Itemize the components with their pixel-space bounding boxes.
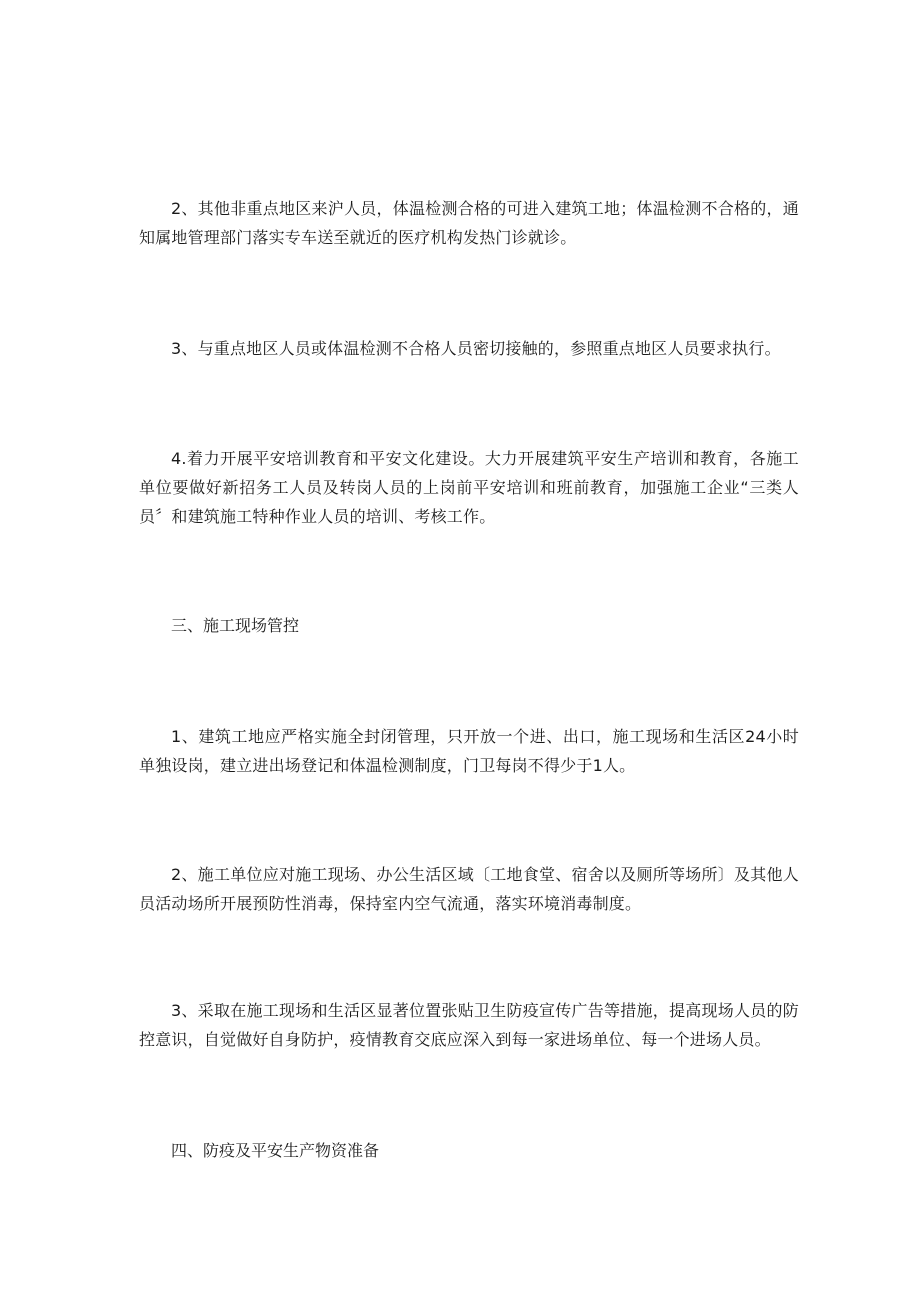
paragraph-non-key-area-arrivals: 2、其他非重点地区来沪人员，体温检测合格的可进入建筑工地；体温检测不合格的，通知属地管理部门落实专车送至就近的医疗机构发热门诊就诊。 xyxy=(139,199,799,247)
section-heading-site-control: 三、施工现场管控 xyxy=(171,616,300,635)
section-heading-materials: 四、防疫及平安生产物资准备 xyxy=(171,1141,380,1160)
paragraph-publicity: 3、采取在施工现场和生活区显著位置张贴卫生防疫宣传广告等措施，提高现场人员的防控意识，自觉做好自身防护，疫情教育交底应深入到每一家进场单位、每一个进场人员。 xyxy=(139,1001,799,1049)
paragraph-safety-training: 4.着力开展平安培训教育和平安文化建设。大力开展建筑平安生产培训和教育，各施工单位要做好新招务工人员及转岗人员的上岗前平安培训和班前教育，加强施工企业“三类人员〞和建筑施工特种作业人员的培训、考核工作。 xyxy=(139,449,799,526)
paragraph-closed-management: 1、建筑工地应严格实施全封闭管理，只开放一个进、出口，施工现场和生活区24小时单独设岗，建立进出场登记和体温检测制度，门卫每岗不得少于1人。 xyxy=(139,727,799,775)
paragraph-close-contacts: 3、与重点地区人员或体温检测不合格人员密切接触的，参照重点地区人员要求执行。 xyxy=(171,339,781,358)
paragraph-disinfection: 2、施工单位应对施工现场、办公生活区域〔工地食堂、宿舍以及厕所等场所〕及其他人员活动场所开展预防性消毒，保持室内空气流通，落实环境消毒制度。 xyxy=(139,865,799,913)
